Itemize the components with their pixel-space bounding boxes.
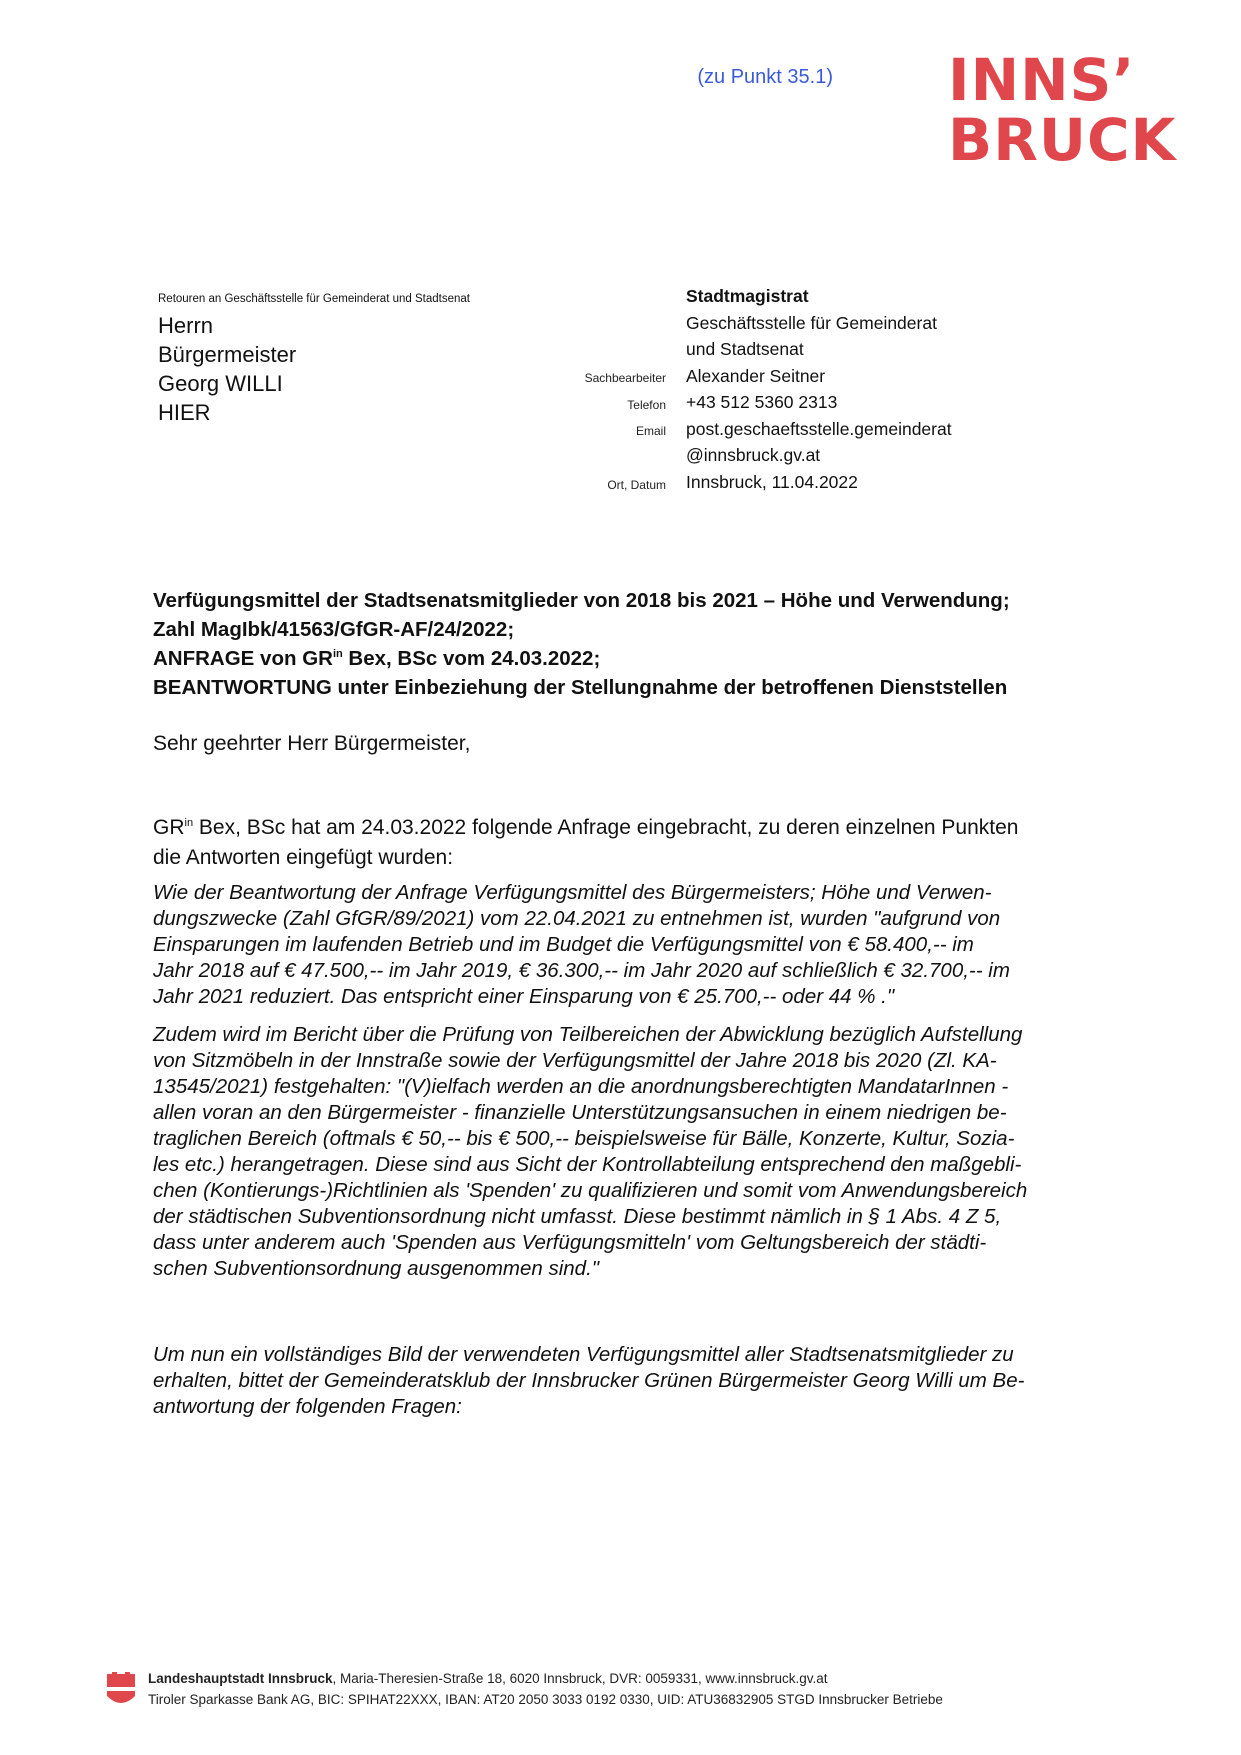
- city-emblem-icon: [106, 1672, 136, 1706]
- return-note: Retouren an Geschäftsstelle für Gemeinderat und Stadtsenat: [158, 293, 470, 305]
- sender-department-line-1: Geschäftsstelle für Gemeinderat: [686, 312, 937, 333]
- phone-label: Telefon: [627, 398, 666, 412]
- subject-line-4: BEANTWORTUNG unter Einbeziehung der Stellungnahme der betroffenen Dienststellen: [153, 676, 1008, 699]
- recipient-line: Bürgermeister: [158, 342, 297, 367]
- email-label: Email: [635, 424, 666, 438]
- intro-paragraph: $GR^{in}$ Bex, BSc hat am 24.03.2022 folgende Anfrage eingebracht, zu deren einzelnen Punkten die Antworten eingefügt wurden:: [153, 816, 1019, 869]
- logo-line-2: BRUCK: [948, 106, 1177, 174]
- sender-email-line-1: post.geschaeftsstelle.gemeinderat: [686, 418, 952, 439]
- recipient-line: Herrn: [158, 313, 214, 338]
- subject-block: [153, 586, 1143, 702]
- footer-text: Landeshauptstadt Innsbruck, Maria-Theresien-Straße 18, 6020 Innsbruck, DVR: 0059331, www.innsbruck.gv.at Tiroler Sparkasse Bank AG, BIC: SPIHAT22XXX, IBAN: AT20 2050 3033 0192 0330, UID: ATU36832905 STGD Innsbrucker Betriebe: [148, 1671, 943, 1707]
- quote-paragraph-1: Wie der Beantwortung der Anfrage Verfügungsmittel des Bürgermeisters; Höhe und Verwen- dungszwecke (Zahl GfGR/89/2021) vom 22.04.2021 zu entnehmen ist, wurden "aufgrund von Einsparungen im laufenden Betrieb und im Budget die Verfügungsmittel von € 58.400,-- im Jahr 2018 auf € 47.500,-- im Jahr 2019, € 36.300,-- im Jahr 2020 auf schließlich € 32.700,-- im Jahr 2021 reduziert. Das entspricht einer Einsparung von € 25.700,-- oder 44 % .": [153, 881, 1010, 1008]
- sender-email-line-2: @innsbruck.gv.at: [686, 445, 821, 465]
- agenda-reference: (zu Punkt 35.1): [697, 66, 833, 88]
- subject-line-3: ANFRAGE von $GR^{in}$ Bex, BSc vom 24.03.2022;: [153, 647, 601, 670]
- sender-info: [686, 283, 952, 495]
- sender-phone: +43 512 5360 2313: [686, 392, 838, 412]
- innsbruck-logo: [948, 46, 1194, 174]
- sender-handler: Alexander Seitner: [686, 365, 826, 386]
- recipient-line: HIER: [158, 400, 211, 425]
- sender-department-line-2: und Stadtsenat: [686, 339, 804, 359]
- handler-label: Sachbearbeiter: [584, 371, 666, 385]
- sender-office: Stadtmagistrat: [686, 286, 809, 306]
- date-label: Ort, Datum: [607, 478, 666, 492]
- subject-line-1: Verfügungsmittel der Stadtsenatsmitglieder von 2018 bis 2021 – Höhe und Verwendung;: [153, 589, 1010, 612]
- subject-line-2: Zahl MagIbk/41563/GfGR-AF/24/2022;: [153, 618, 515, 641]
- quote-paragraph-2: Zudem wird im Bericht über die Prüfung von Teilbereichen der Abwicklung bezüglich Aufstellung von Sitzmöbeln in der Innstraße sowie der Verfügungsmittel der Jahre 2018 bis 2020 (Zl. KA- 13545/2021) festgehalten: "(V)ielfach werden an die anordnungsberechtigten MandatarInnen - allen voran an den Bürgermeister - finanzielle Unterstützungsansuchen in einem niedrigen be- traglichen Bereich (oftmals € 50,-- bis € 500,-- beispielsweise für Bälle, Konzerte, Kultur, Sozia- les etc.) herangetragen. Diese sind aus Sicht der Kontrollabteilung entsprechend den maßgebli- chen (Kontierungs-)Richtlinien als 'Spenden' zu qualifizieren und somit vom Anwendungsbereich der städtischen Subventionsordnung nicht umfasst. Diese bestimmt nämlich in § 1 Abs. 4 Z 5, dass unter anderem auch 'Spenden aus Verfügungsmitteln' vom Geltungsbereich der städti- schen Subventionsordnung ausgenommen sind.": [153, 1023, 1028, 1280]
- quote-paragraph-3: Um nun ein vollständiges Bild der verwendeten Verfügungsmittel aller Stadtsenatsmitglieder zu erhalten, bittet der Gemeinderatsklub der Innsbrucker Grünen Bürgermeister Georg Willi um Be- antwortung der folgenden Fragen:: [153, 1343, 1025, 1418]
- logo-line-1: INNS’: [948, 46, 1136, 114]
- greeting: Sehr geehrter Herr Bürgermeister,: [153, 732, 471, 755]
- recipient-line: Georg WILLI: [158, 371, 283, 396]
- sender-date: Innsbruck, 11.04.2022: [686, 471, 858, 492]
- recipient-address: [158, 311, 296, 427]
